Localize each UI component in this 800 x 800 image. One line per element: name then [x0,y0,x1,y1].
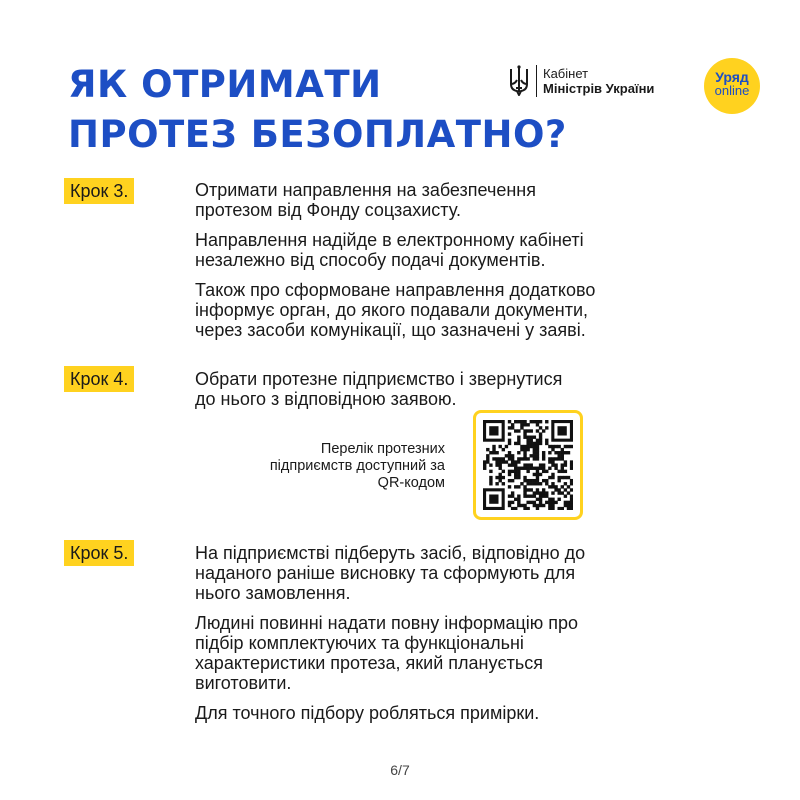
kmu-line-2: Міністрів України [543,81,655,96]
cabinet-of-ministers-logo [508,63,654,99]
qr-code[interactable] [473,410,583,520]
qr-code-icon [483,420,573,510]
cabinet-of-ministers-text [543,66,654,96]
page-number: 6/7 [390,762,410,778]
qr-caption: Перелік протезних підприємств доступний за QR-кодом [269,441,445,491]
logo-divider [536,65,537,97]
uryad-logo-line-2: online [714,83,750,98]
step-5-paragraph-3: Для точного підбору робляться примірки. [195,703,540,723]
step-3-paragraph-3: Також про сформоване направлення додатково інформує орган, до якого подавали документи, через засоби комунікації, що зазначені у заяві. [195,280,596,340]
trident-icon [508,64,530,98]
step-5-paragraph-1: На підприємстві підберуть засіб, відповідно до наданого раніше висновку та сформують для нього замовлення. [195,543,586,603]
kmu-line-1: Кабінет [543,66,589,81]
step-3-paragraph-1: Отримати направлення на забезпечення протезом від Фонду соцзахисту. [195,180,536,220]
title-line-2: ПРОТЕЗ БЕЗОПЛАТНО? [68,113,567,156]
uryad-online-logo [704,58,760,114]
step-5-text [195,543,695,733]
step-5-paragraph-2: Людині повинні надати повну інформацію про підбір комплектуючих та функціональні характеристики протеза, який планується виготовити. [195,613,579,693]
uryad-logo-line-1: Уряд [715,69,749,85]
step-5-badge: Крок 5. [64,540,134,566]
step-4-text [195,369,695,419]
step-4-badge: Крок 4. [64,366,134,392]
step-3-text [195,180,695,350]
title-line-1: ЯК ОТРИМАТИ [68,63,382,106]
step-3-paragraph-2: Направлення надійде в електронному кабінеті незалежно від способу подачі документів. [195,230,584,270]
step-3-badge: Крок 3. [64,178,134,204]
page-title [68,60,567,160]
step-4-paragraph-1: Обрати протезне підприємство і звернутися до нього з відповідною заявою. [195,369,563,409]
